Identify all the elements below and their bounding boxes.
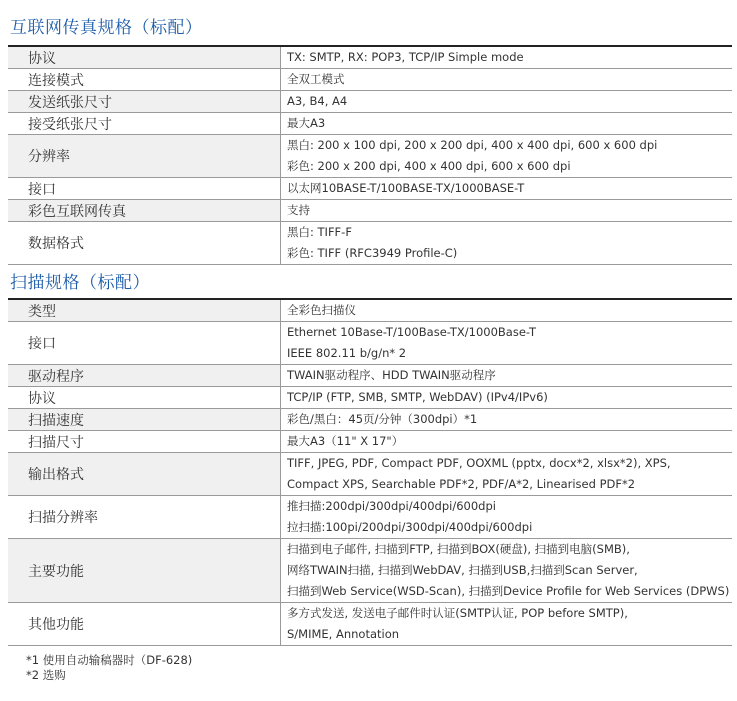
spec-value	[281, 387, 733, 409]
spec-value-line: TX: SMTP, RX: POP3, TCP/IP Simple mode	[287, 50, 524, 64]
spec-label: 分辨率	[8, 135, 281, 178]
scan-section-title: 扫描规格（标配）	[10, 273, 150, 293]
footnote-1: *1 使用自动输稿器时（DF-628)	[26, 653, 193, 667]
spec-value-line: 以太网10BASE-T/100BASE-TX/1000BASE-T	[287, 181, 525, 195]
spec-value-line: 多方式发送, 发送电子邮件时认证(SMTP认证, POP before SMTP),	[287, 606, 628, 620]
spec-row	[8, 178, 732, 200]
spec-value-line: TWAIN驱动程序、HDD TWAIN驱动程序	[287, 368, 496, 382]
spec-value-line: 扫描到电子邮件, 扫描到FTP, 扫描到BOX(硬盘), 扫描到电脑(SMB),	[287, 542, 630, 556]
spec-value	[281, 222, 733, 265]
fax-spec-table	[8, 45, 732, 265]
spec-row	[8, 365, 732, 387]
spec-row	[8, 539, 732, 603]
spec-value	[281, 496, 733, 539]
spec-label: 扫描尺寸	[8, 431, 281, 453]
spec-value	[281, 46, 733, 69]
spec-row	[8, 496, 732, 539]
spec-label: 接口	[8, 322, 281, 365]
spec-value	[281, 91, 733, 113]
spec-value	[281, 322, 733, 365]
spec-value	[281, 135, 733, 178]
spec-value-line: 彩色/黑白：45页/分钟（300dpi）*1	[287, 412, 478, 426]
spec-row	[8, 91, 732, 113]
spec-value-line: 黑白: TIFF-F	[287, 225, 352, 239]
scan-spec-table	[8, 298, 732, 646]
fax-section-title: 互联网传真规格（标配）	[10, 18, 203, 38]
spec-value-line: 全彩色扫描仪	[287, 303, 356, 317]
spec-label: 协议	[8, 387, 281, 409]
spec-label: 主要功能	[8, 539, 281, 603]
spec-label: 其他功能	[8, 603, 281, 646]
spec-value-line: 支持	[287, 203, 310, 217]
spec-value-line: 黑白: 200 x 100 dpi, 200 x 200 dpi, 400 x 400 dpi, 600 x 600 dpi	[287, 138, 658, 152]
spec-value-line: S/MIME, Annotation	[287, 627, 400, 641]
spec-value-line: 拉扫描:100pi/200dpi/300dpi/400dpi/600dpi	[287, 520, 533, 534]
spec-row	[8, 322, 732, 365]
spec-value	[281, 299, 733, 322]
spec-value-line: 网络TWAIN扫描, 扫描到WebDAV, 扫描到USB,扫描到Scan Server,	[287, 563, 638, 577]
spec-value-line: 彩色: TIFF (RFC3949 Profile-C)	[287, 246, 458, 260]
spec-value	[281, 365, 733, 387]
spec-value-line: TIFF, JPEG, PDF, Compact PDF, OOXML (pptx, docx*2, xlsx*2), XPS,	[287, 456, 671, 470]
spec-row	[8, 299, 732, 322]
spec-row	[8, 135, 732, 178]
spec-label: 输出格式	[8, 453, 281, 496]
spec-label: 扫描分辨率	[8, 496, 281, 539]
spec-value	[281, 178, 733, 200]
spec-row	[8, 453, 732, 496]
spec-label: 类型	[8, 299, 281, 322]
spec-label: 接口	[8, 178, 281, 200]
spec-value-line: Ethernet 10Base-T/100Base-TX/1000Base-T	[287, 325, 537, 339]
footnote-2: *2 选购	[26, 668, 66, 682]
spec-value-line: 最大A3	[287, 116, 326, 130]
spec-value-line: 彩色: 200 x 200 dpi, 400 x 400 dpi, 600 x 600 dpi	[287, 159, 571, 173]
spec-value-line: IEEE 802.11 b/g/n* 2	[287, 346, 407, 360]
spec-value	[281, 409, 733, 431]
spec-value	[281, 453, 733, 496]
spec-value-line: Compact XPS, Searchable PDF*2, PDF/A*2, Linearised PDF*2	[287, 477, 636, 491]
spec-label: 驱动程序	[8, 365, 281, 387]
spec-value	[281, 603, 733, 646]
spec-value-line: 最大A3（11" X 17"）	[287, 434, 404, 448]
spec-value-line: 推扫描:200dpi/300dpi/400dpi/600dpi	[287, 499, 496, 513]
spec-row	[8, 603, 732, 646]
spec-value-line: TCP/IP (FTP, SMB, SMTP, WebDAV) (IPv4/IPv6)	[287, 390, 548, 404]
spec-row	[8, 222, 732, 265]
spec-value	[281, 69, 733, 91]
spec-label: 发送纸张尺寸	[8, 91, 281, 113]
spec-value-line: 全双工模式	[287, 72, 345, 86]
spec-row	[8, 387, 732, 409]
spec-row	[8, 69, 732, 91]
spec-label: 协议	[8, 46, 281, 69]
spec-label: 彩色互联网传真	[8, 200, 281, 222]
spec-value	[281, 113, 733, 135]
spec-value	[281, 200, 733, 222]
spec-label: 接受纸张尺寸	[8, 113, 281, 135]
spec-row	[8, 409, 732, 431]
spec-row	[8, 200, 732, 222]
spec-value	[281, 431, 733, 453]
spec-value	[281, 539, 733, 603]
spec-row	[8, 113, 732, 135]
spec-value-line: A3, B4, A4	[287, 94, 348, 108]
spec-row	[8, 431, 732, 453]
spec-value-line: 扫描到Web Service(WSD-Scan), 扫描到Device Profile for Web Services (DPWS)	[287, 584, 730, 598]
spec-label: 连接模式	[8, 69, 281, 91]
spec-label: 数据格式	[8, 222, 281, 265]
spec-row	[8, 46, 732, 69]
spec-label: 扫描速度	[8, 409, 281, 431]
